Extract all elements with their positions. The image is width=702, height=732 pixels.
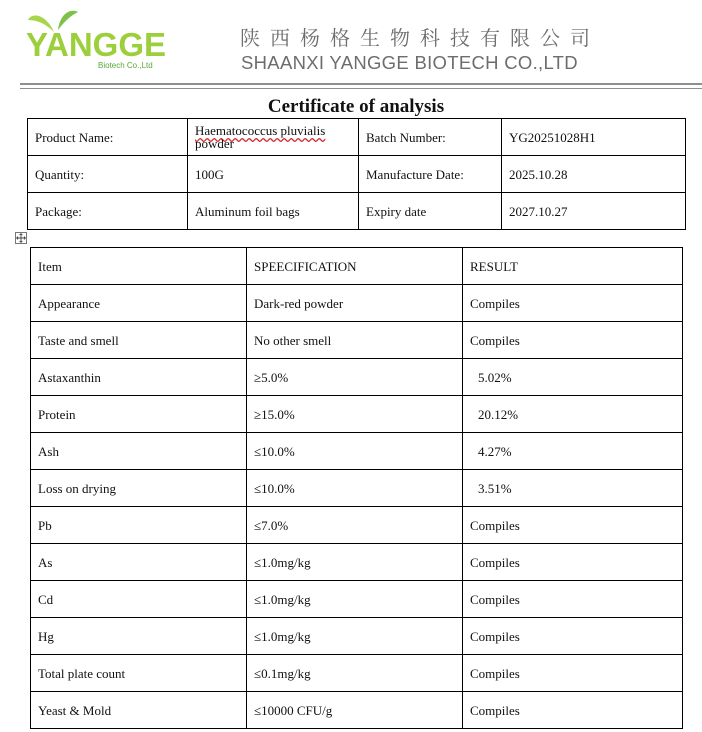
batch-number-value: YG20251028H1 — [502, 119, 686, 156]
company-name-english: SHAANXI YANGGE BIOTECH CO.,LTD — [241, 52, 578, 73]
spec-result-cell: Compiles — [463, 322, 683, 359]
spec-item-cell: As — [31, 544, 247, 581]
spec-row — [31, 396, 683, 433]
spec-row — [31, 618, 683, 655]
spec-item-cell: Yeast & Mold — [31, 692, 247, 729]
spec-result-cell: 3.51% — [463, 470, 683, 507]
quantity-label: Quantity: — [28, 156, 188, 193]
spec-row — [31, 359, 683, 396]
spec-row — [31, 655, 683, 692]
spec-requirement-cell: Dark-red powder — [247, 285, 463, 322]
table-move-handle-icon[interactable] — [15, 232, 27, 244]
header-divider-thick — [20, 83, 702, 85]
manufacture-date-label: Manufacture Date: — [359, 156, 502, 193]
spec-requirement-cell: ≤1.0mg/kg — [247, 618, 463, 655]
spec-row — [31, 285, 683, 322]
spec-result-cell: Compiles — [463, 544, 683, 581]
spec-item-cell: Cd — [31, 581, 247, 618]
spec-requirement-cell: ≥15.0% — [247, 396, 463, 433]
logo-subtitle: Biotech Co.,Ltd — [98, 61, 153, 70]
product-name-value — [188, 119, 359, 156]
expiry-date-label: Expiry date — [359, 193, 502, 230]
spec-result-cell: 4.27% — [463, 433, 683, 470]
spec-requirement-cell: ≤0.1mg/kg — [247, 655, 463, 692]
spec-row — [31, 544, 683, 581]
spec-result-cell: Compiles — [463, 692, 683, 729]
product-name-line1: Haematococcus pluvialis — [195, 123, 326, 138]
spec-requirement-cell: ≥5.0% — [247, 359, 463, 396]
company-name-chinese: 陕西杨格生物科技有限公司 — [240, 26, 600, 50]
document-title: Certificate of analysis — [267, 96, 445, 117]
spec-item-cell: Appearance — [31, 285, 247, 322]
spec-requirement-cell: ≤10.0% — [247, 433, 463, 470]
batch-number-label: Batch Number: — [359, 119, 502, 156]
header-specification: SPEECIFICATION — [247, 248, 463, 285]
expiry-date-value: 2027.10.27 — [502, 193, 686, 230]
info-row-product — [28, 119, 686, 156]
spec-row — [31, 470, 683, 507]
specification-table — [30, 247, 683, 729]
spec-result-cell: Compiles — [463, 655, 683, 692]
package-value: Aluminum foil bags — [188, 193, 359, 230]
spec-row — [31, 692, 683, 729]
spec-requirement-cell: No other smell — [247, 322, 463, 359]
package-label: Package: — [28, 193, 188, 230]
yangge-logo-graphic — [24, 6, 169, 72]
spec-result-cell: Compiles — [463, 507, 683, 544]
spec-item-cell: Loss on drying — [31, 470, 247, 507]
spec-row — [31, 433, 683, 470]
spec-result-cell: Compiles — [463, 581, 683, 618]
spec-header-row — [31, 248, 683, 285]
spec-item-cell: Total plate count — [31, 655, 247, 692]
spec-requirement-cell: ≤7.0% — [247, 507, 463, 544]
header-result: RESULT — [463, 248, 683, 285]
specification-table-body — [31, 248, 683, 729]
spec-item-cell: Hg — [31, 618, 247, 655]
spec-result-cell: 20.12% — [463, 396, 683, 433]
spec-requirement-cell: ≤1.0mg/kg — [247, 544, 463, 581]
spec-item-cell: Pb — [31, 507, 247, 544]
logo-wordmark: YANGGE — [26, 26, 166, 63]
spec-item-cell: Protein — [31, 396, 247, 433]
spec-item-cell: Ash — [31, 433, 247, 470]
header-divider-thin — [20, 88, 702, 89]
spec-result-cell: Compiles — [463, 285, 683, 322]
product-name-line2: powder — [195, 136, 234, 151]
product-name-label: Product Name: — [28, 119, 188, 156]
quantity-value: 100G — [188, 156, 359, 193]
spec-row — [31, 507, 683, 544]
manufacture-date-value: 2025.10.28 — [502, 156, 686, 193]
spec-requirement-cell: ≤10000 CFU/g — [247, 692, 463, 729]
spec-item-cell: Astaxanthin — [31, 359, 247, 396]
info-row-package — [28, 193, 686, 230]
spec-row — [31, 581, 683, 618]
spec-result-cell: Compiles — [463, 618, 683, 655]
spec-item-cell: Taste and smell — [31, 322, 247, 359]
spec-requirement-cell: ≤1.0mg/kg — [247, 581, 463, 618]
spec-row — [31, 322, 683, 359]
spec-requirement-cell: ≤10.0% — [247, 470, 463, 507]
product-info-table — [27, 118, 686, 230]
info-row-quantity — [28, 156, 686, 193]
company-logo — [24, 6, 169, 72]
spec-result-cell: 5.02% — [463, 359, 683, 396]
header-item: Item — [31, 248, 247, 285]
